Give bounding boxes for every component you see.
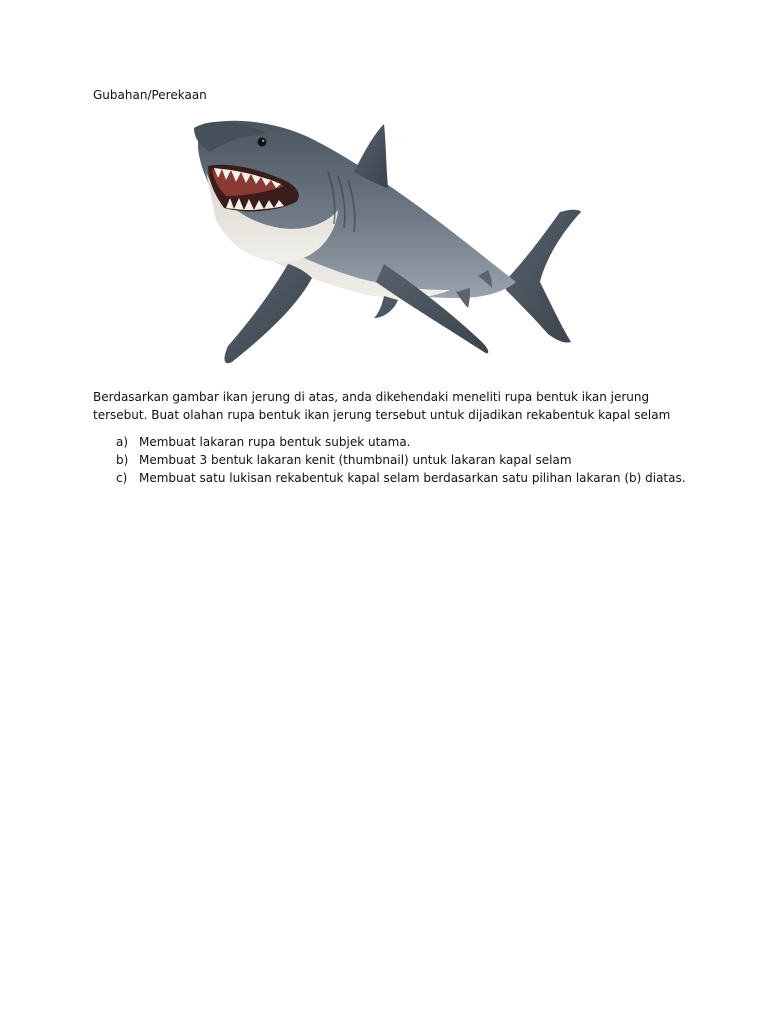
paragraph-line: Berdasarkan gambar ikan jerung di atas, anda dikehendaki meneliti rupa bentuk ikan jerung — [93, 390, 650, 404]
list-item — [116, 433, 686, 451]
instruction-paragraph — [93, 388, 683, 424]
shark-illustration-icon — [188, 112, 588, 372]
task-list — [116, 433, 686, 487]
list-item-text: Membuat 3 bentuk lakaran kenit (thumbnail) untuk lakaran kapal selam — [139, 453, 572, 467]
list-item-text: Membuat lakaran rupa bentuk subjek utama. — [139, 435, 411, 449]
list-marker: a) — [116, 435, 129, 449]
document-heading: Gubahan/Perekaan — [93, 88, 207, 102]
paragraph-line: tersebut. Buat olahan rupa bentuk ikan jerung tersebut untuk dijadikan rekabentuk kapal selam — [93, 408, 671, 422]
shark-image — [188, 112, 588, 372]
list-item — [116, 451, 686, 469]
list-marker: b) — [116, 453, 129, 467]
list-item — [116, 469, 686, 487]
list-item-text: Membuat satu lukisan rekabentuk kapal selam berdasarkan satu pilihan lakaran (b) diatas. — [139, 471, 686, 485]
list-marker: c) — [116, 471, 128, 485]
